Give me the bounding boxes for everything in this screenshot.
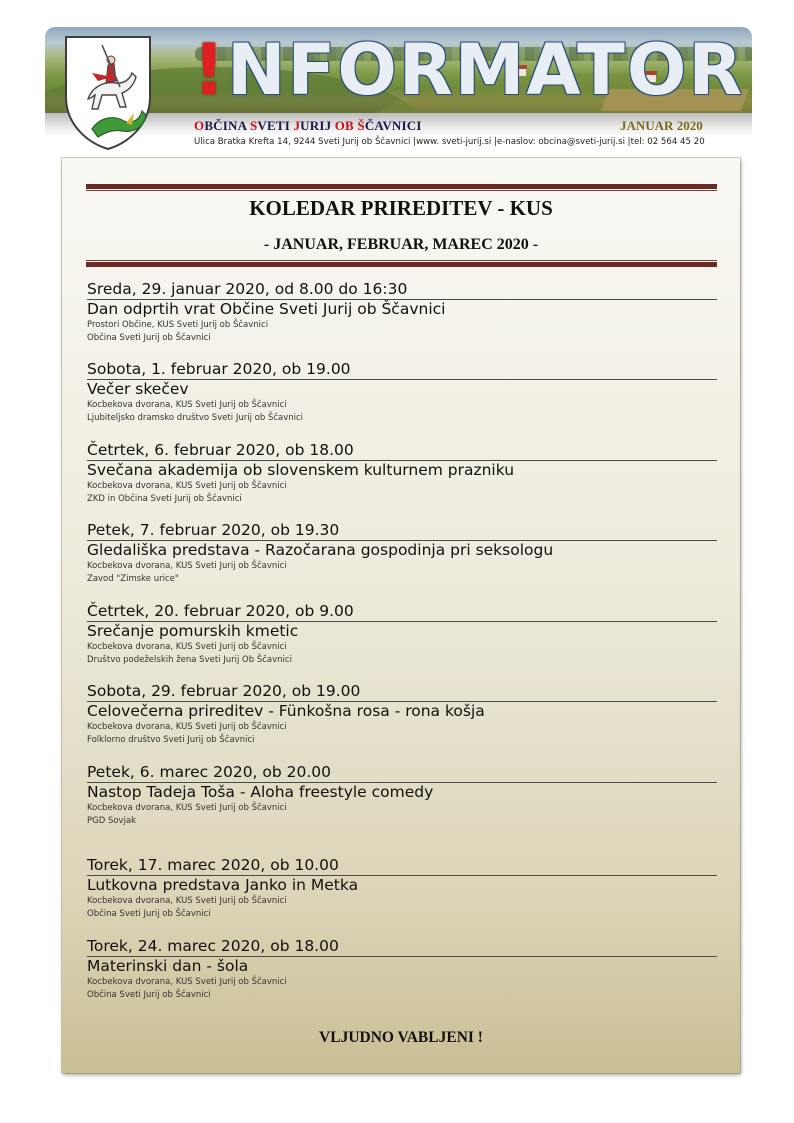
event-item [87, 521, 717, 586]
municipality-name-part: O [194, 118, 205, 133]
event-item [87, 763, 717, 828]
informator-wordmark: !NFORMATOR [193, 29, 745, 111]
municipality-name-part: J [293, 118, 301, 133]
event-date: Torek, 24. marec 2020, ob 18.00 [87, 937, 339, 955]
event-title: Svečana akademija ob slovenskem kulturnem prazniku [87, 461, 515, 479]
event-date: Petek, 6. marec 2020, ob 20.00 [87, 763, 332, 781]
event-organizer: Društvo podeželskih žena Sveti Jurij Ob Ščavnici [87, 655, 292, 665]
event-item [87, 280, 717, 345]
municipality-name-part: S [249, 118, 258, 133]
municipality-name-part: BČINA [204, 118, 250, 133]
event-venue: Prostori Občine, KUS Sveti Jurij ob Ščavnici [87, 320, 269, 330]
event-date: Sobota, 29. februar 2020, ob 19.00 [87, 682, 361, 700]
event-organizer: Občina Sveti Jurij ob Ščavnici [87, 990, 211, 1000]
event-title: Materinski dan - šola [87, 957, 249, 975]
coat-of-arms-logo [62, 33, 154, 151]
event-title: Celovečerna prireditev - Fünkošna rosa - rona košja [87, 702, 485, 720]
page-subtitle: - JANUAR, FEBRUAR, MAREC 2020 - [263, 236, 539, 253]
event-title: Večer skečev [87, 380, 189, 398]
event-date: Sreda, 29. januar 2020, od 8.00 do 16:30 [87, 280, 408, 298]
event-venue: Kocbekova dvorana, KUS Sveti Jurij ob Ščavnici [87, 481, 287, 491]
mid-rule-thick [86, 262, 717, 267]
page-title: KOLEDAR PRIREDITEV - KUS [249, 196, 553, 220]
event-date: Torek, 17. marec 2020, ob 10.00 [87, 856, 339, 874]
event-organizer: Zavod "Zimske urice" [87, 574, 179, 584]
municipality-name [194, 118, 422, 134]
event-title: Dan odprtih vrat Občine Sveti Jurij ob Ščavnici [87, 300, 446, 318]
event-item [87, 441, 717, 506]
municipality-name-part: URIJ [300, 118, 335, 133]
event-organizer: PGD Sovjak [87, 816, 137, 826]
event-title: Gledališka predstava - Razočarana gospodinja pri seksologu [87, 541, 554, 559]
event-item [87, 937, 717, 1002]
event-title: Nastop Tadeja Toša - Aloha freestyle comedy [87, 783, 434, 801]
event-title: Lutkovna predstava Janko in Metka [87, 876, 359, 894]
event-venue: Kocbekova dvorana, KUS Sveti Jurij ob Ščavnici [87, 642, 287, 652]
contact-address-line: Ulica Bratka Krefta 14, 9244 Sveti Jurij ob Ščavnici |www. sveti-jurij.si |e-naslov: obcina@sveti-jurij.si |tel: 02 564 45 20 [194, 137, 705, 147]
event-venue: Kocbekova dvorana, KUS Sveti Jurij ob Ščavnici [87, 400, 287, 410]
event-item [87, 856, 717, 921]
event-organizer: Ljubiteljsko dramsko društvo Sveti Jurij ob Ščavnici [87, 413, 304, 423]
issue-date: JANUAR 2020 [620, 118, 703, 133]
event-organizer: ZKD in Občina Sveti Jurij ob Ščavnici [87, 494, 242, 504]
event-date: Petek, 7. februar 2020, ob 19.30 [87, 521, 340, 539]
event-organizer: Občina Sveti Jurij ob Ščavnici [87, 909, 211, 919]
event-venue: Kocbekova dvorana, KUS Sveti Jurij ob Ščavnici [87, 561, 287, 571]
event-title: Srečanje pomurskih kmetic [87, 622, 299, 640]
event-organizer: Občina Sveti Jurij ob Ščavnici [87, 333, 211, 343]
event-venue: Kocbekova dvorana, KUS Sveti Jurij ob Ščavnici [87, 803, 287, 813]
mid-rule-thin [86, 260, 717, 261]
event-item [87, 602, 717, 667]
event-venue: Kocbekova dvorana, KUS Sveti Jurij ob Ščavnici [87, 977, 287, 987]
municipality-name-part: Š [357, 118, 365, 133]
event-venue: Kocbekova dvorana, KUS Sveti Jurij ob Ščavnici [87, 896, 287, 906]
event-date: Četrtek, 20. februar 2020, ob 9.00 [87, 602, 354, 620]
top-rule-thin [86, 190, 717, 191]
event-date: Sobota, 1. februar 2020, ob 19.00 [87, 360, 351, 378]
event-organizer: Folklorno društvo Sveti Jurij ob Ščavnici [87, 735, 255, 745]
municipality-name-part: OB [334, 118, 354, 133]
closing-invitation: VLJUDNO VABLJENI ! [319, 1029, 483, 1046]
top-rule-thick [86, 184, 717, 189]
event-item [87, 682, 717, 747]
event-item [87, 360, 717, 425]
event-date: Četrtek, 6. februar 2020, ob 18.00 [87, 441, 354, 459]
municipality-name-part: ČAVNICI [364, 118, 422, 133]
event-venue: Kocbekova dvorana, KUS Sveti Jurij ob Ščavnici [87, 722, 287, 732]
municipality-name-part: VETI [257, 118, 294, 133]
